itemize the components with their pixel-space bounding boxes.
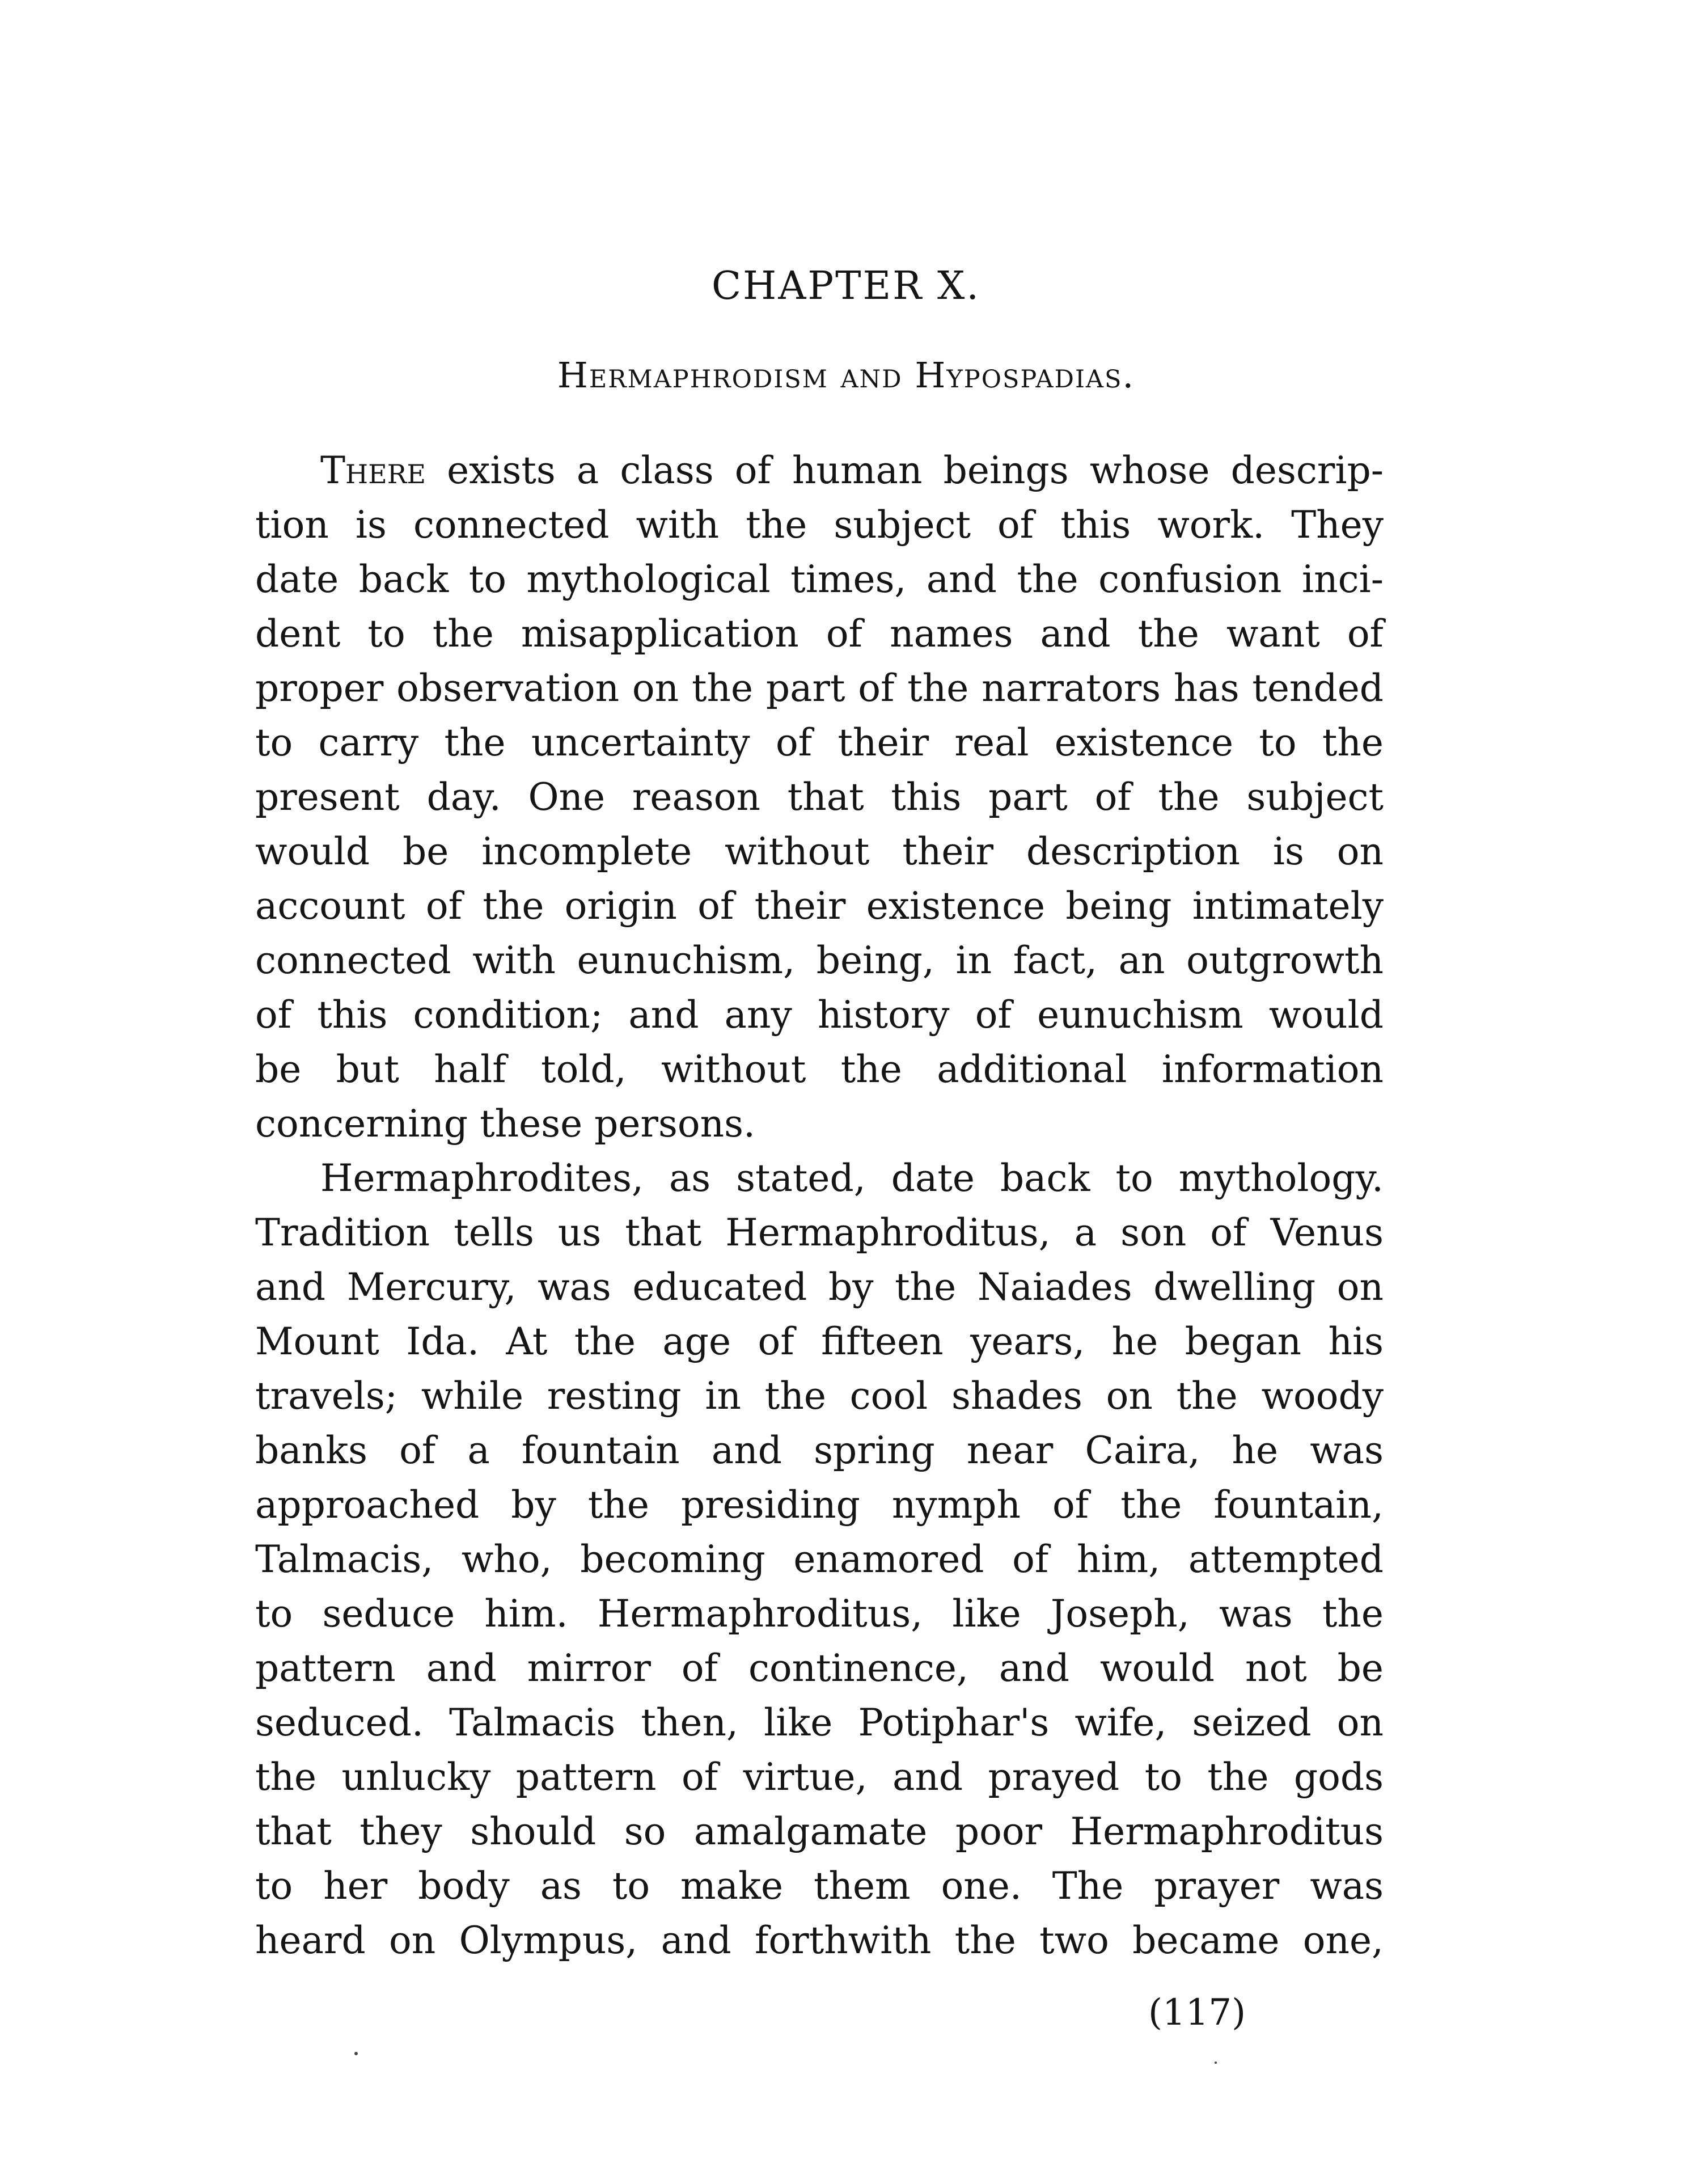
paragraph-1-line-8: would be incomplete without their description is on	[255, 830, 1384, 873]
paragraph-2-line-4: Mount Ida. At the age of fifteen years, he began his	[255, 1320, 1384, 1363]
paragraph-2-line-9: to seduce him. Hermaphroditus, like Joseph, was the	[255, 1592, 1384, 1636]
body-text	[255, 443, 1384, 1968]
paragraph-2-line-7: approached by the presiding nymph of the fountain,	[255, 1483, 1384, 1527]
paragraph-1-line-6: to carry the uncertainty of their real existence to the	[255, 721, 1384, 764]
paragraph-1-line-10: connected with eunuchism, being, in fact, an outgrowth	[255, 939, 1384, 982]
paragraph-2-line-6: banks of a fountain and spring near Caira, he was	[255, 1429, 1384, 1472]
paragraph-2-line-3: and Mercury, was educated by the Naiades dwelling on	[255, 1265, 1384, 1309]
paragraph-1-line-3: date back to mythological times, and the confusion inci-	[255, 557, 1384, 601]
paragraph-1-line-12: be but half told, without the additional information	[255, 1047, 1384, 1091]
paragraph-1-line-5: proper observation on the part of the narrators has tended	[255, 666, 1384, 710]
paragraph-2-line-15: heard on Olympus, and forthwith the two became one,	[255, 1919, 1384, 1962]
paragraph-1-line-4: dent to the misapplication of names and the want of	[255, 612, 1384, 656]
paragraph-2-line-5: travels; while resting in the cool shades on the woody	[255, 1374, 1384, 1418]
paragraph-2-line-10: pattern and mirror of continence, and would not be	[255, 1646, 1384, 1690]
paragraph-1-line-7: present day. One reason that this part of the subject	[255, 775, 1384, 819]
paragraph-2-line-12: the unlucky pattern of virtue, and prayed to the gods	[255, 1755, 1384, 1799]
paragraph-2-line-2: Tradition tells us that Hermaphroditus, a son of Venus	[255, 1211, 1384, 1254]
page-number: (117)	[1148, 1992, 1246, 2034]
print-speck	[1215, 2062, 1217, 2064]
paragraph-2-line-1: Hermaphrodites, as stated, date back to mythology.	[320, 1156, 1384, 1200]
paragraph-2-line-14: to her body as to make them one. The prayer was	[255, 1864, 1384, 1908]
drop-word: There	[320, 449, 426, 492]
paragraph-1-line-11: of this condition; and any history of eunuchism would	[255, 993, 1384, 1037]
paragraph-1-line-9: account of the origin of their existence being intimately	[255, 884, 1384, 928]
paragraph-2-line-13: that they should so amalgamate poor Hermaphroditus	[255, 1810, 1384, 1853]
paragraph-2-line-8: Talmacis, who, becoming enamored of him, attempted	[255, 1537, 1384, 1581]
paragraph-1-line-1: There exists a class of human beings whose descrip-	[320, 449, 1384, 492]
paragraph-1-line-2: tion is connected with the subject of this work. They	[255, 503, 1384, 547]
chapter-subtitle: Hermaphrodism and Hypospadias.	[557, 354, 1135, 396]
paragraph-2-line-11: seduced. Talmacis then, like Potiphar's wife, seized on	[255, 1701, 1384, 1744]
chapter-heading: CHAPTER X.	[711, 264, 981, 309]
paragraph-1-line-13: concerning these persons.	[255, 1102, 755, 1146]
print-speck	[354, 2052, 358, 2055]
